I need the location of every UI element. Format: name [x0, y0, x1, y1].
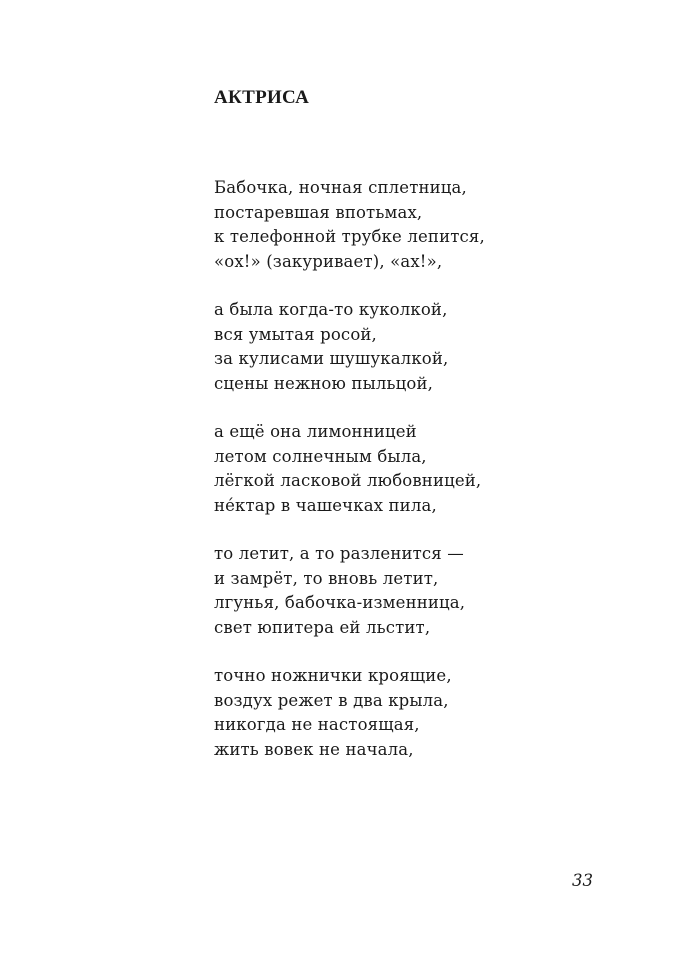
poem-line: вся умытая росой,	[214, 324, 377, 344]
poem-line: а ещё она лимонницей	[214, 422, 417, 441]
poem-line: жить вовек не начала,	[214, 739, 414, 759]
stanza-2	[214, 298, 634, 396]
poem-body	[214, 176, 634, 786]
poem-line: лёгкой ласковой любовницей,	[214, 471, 482, 490]
poem-line: не́ктар в чашечках пила,	[214, 495, 437, 515]
poem-line: а была когда-то куколкой,	[214, 300, 448, 319]
stanza-3	[214, 420, 634, 518]
poem-line: сцены нежною пыльцой,	[214, 373, 434, 393]
poem-line: то летит, а то разленится —	[214, 544, 464, 563]
poem-line: за кулисами шушукалкой,	[214, 349, 449, 368]
poem-line: точно ножнички кроящие,	[214, 666, 452, 685]
poem-line: к телефонной трубке лепится,	[214, 227, 485, 246]
poem-line: постаревшая впотьмах,	[214, 202, 423, 222]
poem-line: лгунья, бабочка-изменница,	[214, 593, 466, 612]
poem-line: свет юпитера ей льстит,	[214, 617, 431, 637]
poem-line: «ох!» (закуривает), «ах!»,	[214, 251, 443, 271]
page-number: 33	[572, 871, 593, 890]
stanza-4	[214, 542, 634, 640]
poem-line: никогда не настоящая,	[214, 715, 420, 734]
poem-line: воздух режет в два крыла,	[214, 690, 449, 710]
poem-line: и замрёт, то вновь летит,	[214, 568, 439, 588]
poem-title: АКТРИСА	[214, 87, 310, 108]
poem-line: летом солнечным была,	[214, 446, 427, 466]
poem-line: Бабочка, ночная сплетница,	[214, 178, 467, 197]
stanza-5	[214, 664, 634, 762]
stanza-1	[214, 176, 634, 274]
